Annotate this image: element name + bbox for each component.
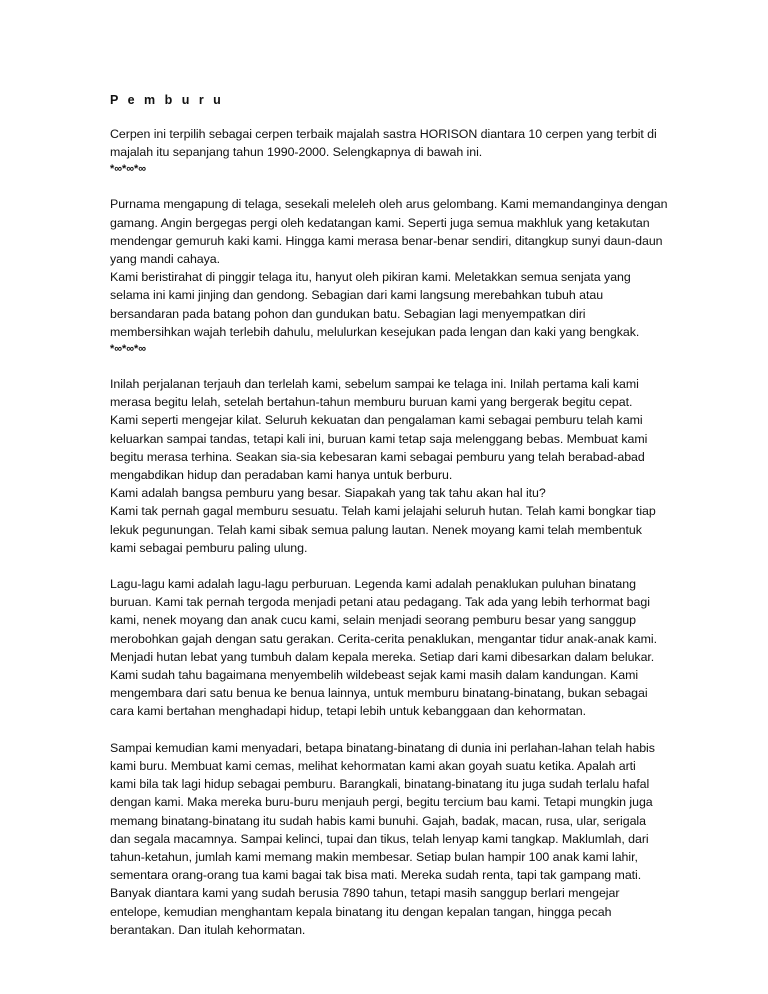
text-line: Cerpen ini terpilih sebagai cerpen terbaik majalah sastra HORISON diantara 10 cerpen yang terbit di <box>110 127 657 141</box>
text-line: cara kami bertahan menghadapi hidup, tetapi lebih untuk kebanggaan dan kehormatan. <box>110 704 587 719</box>
text-line: Inilah perjalanan terjauh dan terlelah kami, sebelum sampai ke telaga ini. Inilah pertama kali kami <box>110 377 639 392</box>
text-line: yang mandi cahaya. <box>110 252 220 267</box>
text-line: buruan. Kami tak pernah tergoda menjadi petani atau pedagang. Tak ada yang lebih terhormat bagi <box>110 595 650 610</box>
text-line: merobohkan gajah dengan satu gerakan. Cerita-cerita penaklukan, mengantar tidur anak-anak kami. <box>110 631 657 646</box>
paragraph-4 <box>110 739 708 939</box>
text-line: lekuk pegunungan. Telah kami sibak semua palung lautan. Nenek moyang kami telah membentuk <box>110 522 642 537</box>
text-line: Kami seperti mengejar kilat. Seluruh kekuatan dan pengalaman kami sebagai pemburu telah kami <box>110 413 643 428</box>
text-line: kami, nenek moyang dan anak cucu kami, selain menjadi seorang pemburu besar yang sanggup <box>110 613 636 628</box>
text-line: Banyak diantara kami yang sudah berusia 7890 tahun, tetapi masih sanggup berlari mengejar <box>110 886 620 901</box>
text-line: merasa begitu lelah, setelah bertahun-tahun memburu buruan kami yang bergerak begitu cepat. <box>110 395 633 410</box>
text-line: sementara orang-orang tua kami bagai tak bisa mati. Mereka sudah renta, tapi tak gampang mati. <box>110 868 642 883</box>
paragraph-1 <box>110 195 708 357</box>
text-line: kami sebagai pemburu paling ulung. <box>110 540 308 555</box>
text-line: membersihkan wajah terlebih dahulu, melulurkan kesejukan pada lengan dan kaki yang bengkak. <box>110 324 640 339</box>
text-line: Purnama mengapung di telaga, sesekali meleleh oleh arus gelombang. Kami memandanginya dengan <box>110 197 668 212</box>
text-line: Menjadi hutan lebat yang tumbuh dalam kepala mereka. Setiap dari kami dibesarkan dalam belukar. <box>110 649 655 664</box>
text-line: Kami adalah bangsa pemburu yang besar. Siapakah yang tak tahu akan hal itu? <box>110 486 546 501</box>
document-title: P e m b u r u <box>110 93 224 107</box>
text-line: bersandaran pada batang pohon dan gundukan batu. Sebagian lagi menyempatkan diri <box>110 306 586 321</box>
paragraph-2 <box>110 375 708 557</box>
intro-paragraph <box>110 125 708 177</box>
text-line: dengan kami. Maka mereka buru-buru menjauh pergi, begitu tercium bau kami. Tetapi mungkin juga <box>110 795 653 810</box>
text-line: majalah itu sepanjang tahun 1990-2000. Selengkapnya di bawah ini. <box>110 145 483 160</box>
text-line: selama ini kami jinjing dan gendong. Sebagian dari kami langsung merebahkan tubuh atau <box>110 288 604 303</box>
text-line: Kami beristirahat di pinggir telaga itu, hanyut oleh pikiran kami. Meletakkan semua senjata yang <box>110 270 631 285</box>
text-line: keluarkan sampai tandas, tetapi kali ini, buruan kami tetap saja melenggang bebas. Membuat kami <box>110 431 648 446</box>
text-line: entelope, kemudian menghantam kepala binatang itu dengan kepalan tangan, hingga pecah <box>110 904 612 919</box>
section-separator: *∞*∞*∞ <box>110 163 147 176</box>
text-line: mengembara dari satu benua ke benua lainnya, untuk memburu binatang-binatang, bukan sebagai <box>110 686 648 701</box>
text-line: kami buru. Membuat kami cemas, melihat kehormatan kami akan goyah suatu ketika. Apalah arti <box>110 758 636 773</box>
section-separator: *∞*∞*∞ <box>110 343 147 356</box>
text-line: dan segala macamnya. Sampai kelinci, tupai dan tikus, telah lenyap kami tangkap. Maklumlah, dari <box>110 831 649 846</box>
text-line: berantakan. Dan itulah kehormatan. <box>110 922 306 937</box>
text-line: Sampai kemudian kami menyadari, betapa binatang-binatang di dunia ini perlahan-lahan telah habis <box>110 740 655 755</box>
text-line: begitu merasa terhina. Seakan sia-sia kebesaran kami sebagai pemburu yang telah berabad-abad <box>110 449 645 464</box>
text-line: kami bila tak lagi hidup sebagai pemburu. Barangkali, binatang-binatang itu juga sudah terlalu hafal <box>110 777 650 792</box>
text-line: mengabdikan hidup dan peradaban kami hanya untuk berburu. <box>110 468 453 483</box>
text-line: gamang. Angin bergegas pergi oleh kedatangan kami. Seperti juga semua makhluk yang ketakutan <box>110 215 650 230</box>
text-line: tahun-ketahun, jumlah kami memang makin membesar. Setiap bulan hampir 100 anak kami lahir, <box>110 849 638 864</box>
text-line: mendengar gemuruh kaki kami. Hingga kami merasa benar-benar sendiri, ditangkup sunyi daun-daun <box>110 233 663 248</box>
text-line: Lagu-lagu kami adalah lagu-lagu perburuan. Legenda kami adalah penaklukan puluhan binatang <box>110 577 636 592</box>
text-line: Kami sudah tahu bagaimana menyembelih wildebeast sejak kami masih dalam kandungan. Kami <box>110 668 639 683</box>
paragraph-3 <box>110 575 708 721</box>
text-line: memang binatang-binatang itu sudah habis kami bunuhi. Gajah, badak, macan, rusa, ular, serigala <box>110 813 646 828</box>
text-line: Kami tak pernah gagal memburu sesuatu. Telah kami jelajahi seluruh hutan. Telah kami bongkar tiap <box>110 504 656 519</box>
